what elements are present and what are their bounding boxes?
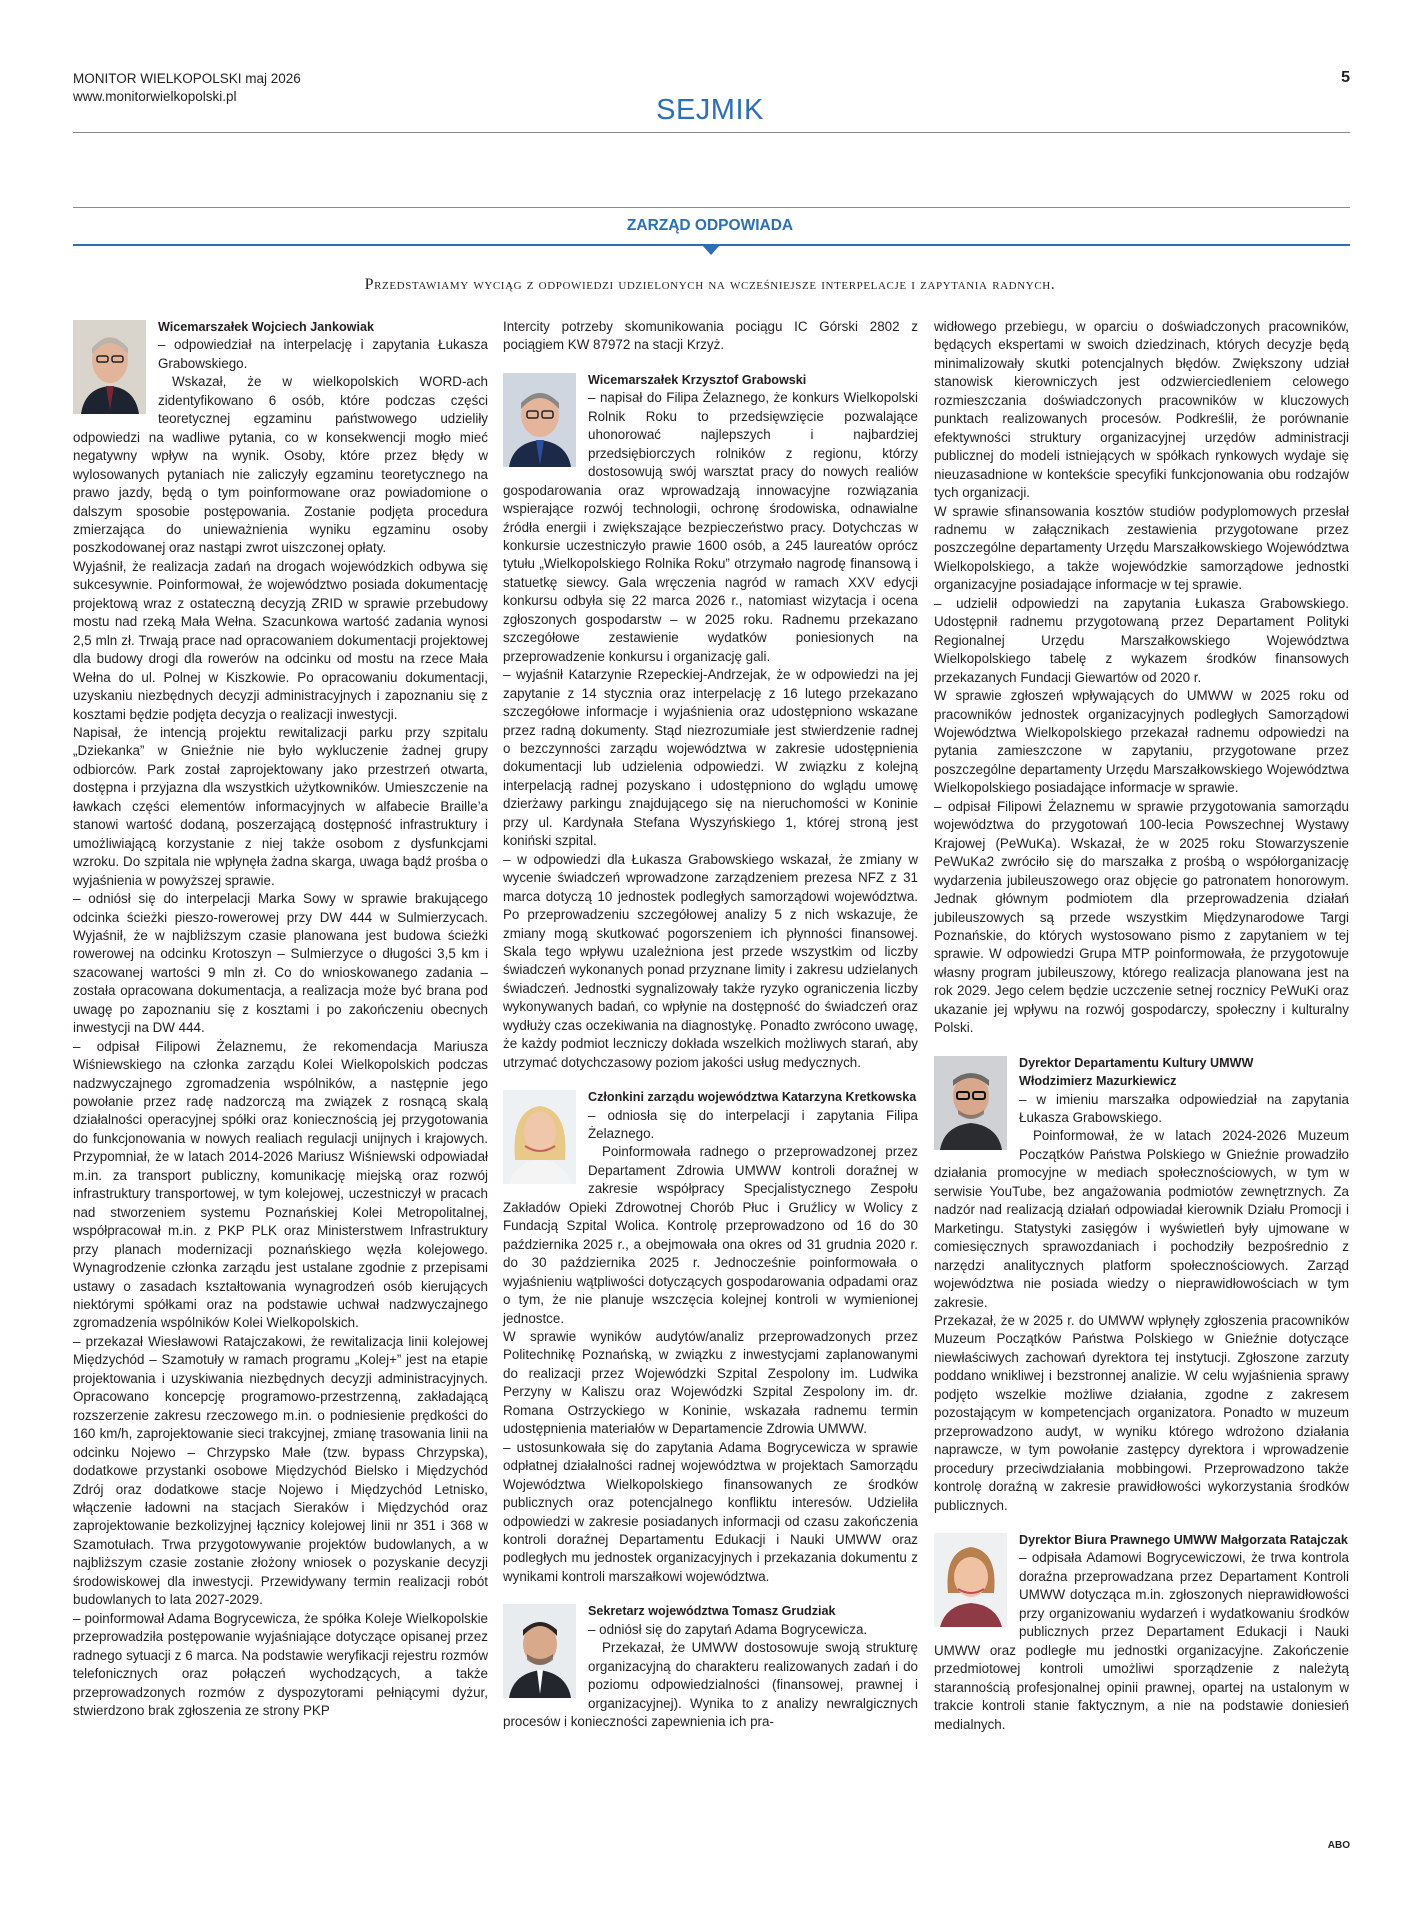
divider-header [73,207,1350,208]
section-title: SEJMIK [656,94,764,126]
paragraph: Intercity potrzeby skomunikowania pociągu IC Górski 2802 z pociągiem KW 87972 na stacji Krzyż. [503,319,918,353]
paragraph: Poinformował, że w latach 2024-2026 Muzeum Początków Państwa Polskiego w Gnieźnie prowadziło działania promocyjne w mediach społecznościowych, w tym w serwisie YouTube, bez angażowania podmiotów zewnętrznych. Za nadzór nad realizacją działań odpowiadał kierownik Działu Promocji i Marketingu. Statystyki zasięgów i wyświetleń były ujmowane w comiesięcznych sprawozdaniach i pochodziły bezpośrednio z narzędzi analitycznych platform społecznościowych. Zarząd województwa nie posiada wiedzy o nieprawidłowościach w tym zakresie. [934,1128,1349,1310]
speaker-name: Sekretarz województwa Tomasz Grudziak [588,1604,836,1619]
spacer [503,355,918,371]
paragraph: – wyjaśnił Katarzynie Rzepeckiej-Andrzejak, że w odpowiedzi na jej zapytanie z 14 stycznia oraz interpelację z 16 lutego przekazano szczegółowe informacje i wyjaśnienia oraz udostępniono wskazane przez radną dokumenty. Stąd niezrozumiałe jest stwierdzenie radnej o bezczynności zarządu województwa w zakresie udostępnienia dokumentacji lub udzielenia odpowiedzi. W związku z kolejną interpelacją radnej pozyskano i udostępniono do wglądu umowę dzierżawy parkingu znajdującego się na nieruchomości w Koninie przy ul. Kardynała Stefana Wyszyńskiego 1, której stroną jest koniński szpital. [503,667,918,849]
divider-top [73,132,1350,133]
author-signature: ABO [1327,1840,1350,1851]
paragraph: – odpisał Filipowi Żelaznemu w sprawie przygotowania samorządu województwa do przygotowań 100-lecia Powszechnej Wystawy Krajowej (PeWuKa). Wskazał, że w 2025 roku Stowarzyszenie PeWuKa2 zwróciło się do marszałka z prośbą o współorganizację wydarzenia jubileuszowego oraz objęcie go patronatem honorowym. Jednak głównym podmiotem dla przeprowadzenia działań jubileuszowych są przede wszystkim Międzynarodowe Targi Poznańskie, do których wystosowano pismo z zapytaniem w tej sprawie. W odpowiedzi Grupa MTP poinformowała, że przygotowuje własny program jubileuszowy, którego realizacja planowana jest na rok 2029. Jego celem będzie uczczenie setnej rocznicy PeWuKi oraz ukazanie jej wpływu na rozwój gospodarczy, społeczny i kulturalny Polski. [934,798,1349,1036]
page-number: 5 [1341,69,1350,86]
paragraph: – ustosunkowała się do zapytania Adama Bogrycewicza w sprawie odpłatnej działalności radnej województwa w projektach Samorządu Województwa Wielkopolskiego finansowanych ze środków publicznych oraz potencjalnego konfliktu interesów. Udzieliła odpowiedzi w zakresie posiadanych informacji od czasu zakończenia kontroli doraźnej Departamentu Edukacji i Nauki UMWW oraz podległych mu jednostek organizacyjnych i przekazania dokumentu z wynikami kontroli marszałkowi województwa. [503,1439,918,1584]
portrait-grudziak [503,1604,576,1698]
paragraph: – przekazał Wiesławowi Ratajczakowi, że rewitalizacja linii kolejowej Międzychód – Szamotuły w ramach programu „Kolej+” jest na etapie projektowania i uzyskiwania niezbędnych decyzji administracyjnych. Opracowano koncepcję programowo-przestrzenną, zakładającą rozszerzenie zakresu rzeczowego m.in. o podniesienie prędkości do 160 km/h, zaprojektowanie sieci trakcyjnej, zmianę trasowania linii na odcinku Nojewo – Chrzypsko Małe (tzw. bypass Chrzypska), dodatkowe przystanki osobowe Międzychód Bielsko i Międzychód Zdrój oraz dodatkowe stacje Nojewo i Międzychód Letnisko, włączenie ładowni na stacjach Sieraków i Międzychód oraz zaprojektowanie bezkolizyjnej łącznicy kolejowej linii nr 351 i 368 w Szamotułach. Trwa przygotowywanie projektów budowlanych, a w najbliższym czasie zostanie złożony wniosek o pozyskanie decyzji środowiskowej dla inwestycji. Przewidywany termin realizacji robót budowlanych to lata 2027-2029. [73,1333,488,1608]
paragraph: Napisał, że intencją projektu rewitalizacji parku przy szpitalu „Dziekanka” w Gnieźnie nie było wykluczenie żadnej grupy odbiorców. Park został zaprojektowany jako przestrzeń otwarta, dostępna i przyjazna dla wszystkich użytkowników. Umieszczenie na ławkach części elementów informacyjnych w alfabecie Braille’a stanowi wartość dodaną, poszerzającą dostępność infrastruktury i umożliwiającą korzystanie z niej także osobom z dysfunkcjami wzroku. Do szpitala nie wpłynęła żadna skarga, uwaga bądź prośba o wyjaśnienia w powyższej sprawie. [73,724,488,888]
spacer [503,1072,918,1088]
speaker-name: Wicemarszałek Krzysztof Grabowski [588,372,807,387]
spacer [503,1586,918,1602]
paragraph: – odniosła się do interpelacji i zapytania Filipa Żelaznego. [588,1107,918,1142]
paragraph: – odniósł się do interpelacji Marka Sowy w sprawie brakującego odcinka ścieżki pieszo-rowerowej przy DW 444 w Sulmierzycach. Wyjaśnił, że w najbliższym czasie planowana jest budowa ścieżki rowerowej na odcinku Krotoszyn – Sulmierzyce o długości 3,5 km i szacowanej wartości 9 mln zł. Co do wnioskowanego zadania – została opracowana dokumentacja, a realizacja może być brana pod uwagę po zapoznaniu się z kosztami i po zakończeniu obecnych inwestycji na DW 444. [73,891,488,1036]
paragraph: – odpisała Adamowi Bogrycewiczowi, że trwa kontrola doraźna przeprowadzana przez Departament Kontroli UMWW dotycząca m.in. zgłoszonych nieprawidłowości przy organizowaniu wydarzeń i wydatkowaniu środków publicznych przez Departament Edukacji i Nauki UMWW oraz podległe mu jednostki organizacyjne. Zakończenie przedmiotowej kontroli umożliwi sporządzenie z należytą starannością profesjonalnej opinii prawnej, opartej na ustalonym w trakcie kontroli stanie faktycznym, a nie na podstawie doniesień medialnych. [934,1550,1349,1732]
article-lead: Przedstawiamy wyciąg z odpowiedzi udzielonych na wcześniejsze interpelacje i zapytania radnych. [364,276,1056,293]
paragraph: Wskazał, że w wielkopolskich WORD-ach zidentyfikowano 6 osób, które podczas części teoretycznej egzaminu państwowego udzieliły odpowiedzi na wadliwe pytania, co w konsekwencji mogło mieć negatywny wpływ na wynik. Osoby, które przez błędy w wylosowanych pytaniach nie zaliczyły egzaminu teoretycznego na prawo jazdy, będą o tym poinformowane oraz powiadomione o dalszym sposobie postępowania. Zostanie podjęta procedura zmierzająca do unieważnienia wyniku egzaminu osoby poszkodowanej oraz nastąpi zwrot uiszczonej opłaty. [73,374,488,556]
spacer [934,1515,1349,1531]
paragraph: – odniósł się do zapytań Adama Bogrycewicza. [588,1621,868,1637]
portrait-jankowiak [73,320,146,414]
spacer [934,1038,1349,1054]
speaker-title: Dyrektor Departamentu Kultury UMWW [1019,1055,1254,1070]
paragraph: – odpisał Filipowi Żelaznemu, że rekomendacja Mariusza Wiśniewskiego na członka zarządu Kolei Wielkopolskich podczas nadzwyczajnego zgromadzenia wspólników, a następnie jego powołanie przez radę nadzorczą ma związek z rosnącą skalą działalności operacyjnej spółki oraz koniecznością jej przygotowania do funkcjonowania w nowych realiach regulacji unijnych i krajowych. Przypomniał, że w latach 2014-2026 Mariusz Wiśniewski odpowiadał m.in. za transport publiczny, komunikację miejską oraz rozwój infrastruktury transportowej, w tym kolejowej, uczestniczył w pracach nad stworzeniem systemu Poznańskiej Kolei Metropolitalnej, współpracował m.in. z PKP PLK oraz Ministerstwem Infrastruktury przy planach modernizacji poznańskiego węzła kolejowego. Wynagrodzenie członka zarządu jest ustalane zgodnie z przepisami ustawy o zasadach kształtowania wynagrodzeń osób kierujących niektórymi spółkami oraz na podstawie uchwał nadzwyczajnego zgromadzenia wspólników Kolei Wielkopolskich. [73,1038,488,1331]
paragraph: Przekazał, że UMWW dostosowuje swoją strukturę organizacyjną do charakteru realizowanych zadań i do poziomu odpowiedzialności (finansowej, prawnej i organizacyjnej). Wynika to z analizy newralgicznych procesów i konieczności zapewnienia ich pra- [503,1640,918,1730]
portrait-mazurkiewicz [934,1056,1007,1150]
speaker-name: Włodzimierz Mazurkiewicz [1019,1074,1177,1089]
speaker-name: Członkini zarządu województwa Katarzyna Kretkowska [588,1090,917,1105]
publication-name: MONITOR WIELKOPOLSKI maj 2026 [73,71,301,86]
portrait-ratajczak [934,1533,1007,1627]
speaker-name: Dyrektor Biura Prawnego UMWW Małgorzata Ratajczak [1019,1533,1348,1547]
portrait-kretkowska [503,1090,576,1184]
portrait-grabowski [503,373,576,467]
paragraph: W sprawie wyników audytów/analiz przeprowadzonych przez Politechnikę Poznańską, w związku z inwestycjami zaplanowanymi do realizacji przez Wojewódzki Szpital Zespolony im. Ludwika Perzyny w Kaliszu oraz Wojewódzki Szpital Zespolony im. dr. Romana Ostrzyckiego w Koninie, wskazała radnemu termin udostępnienia materiałów w Departamencie Zdrowia UMWW. [503,1329,918,1437]
paragraph: – w odpowiedzi dla Łukasza Grabowskiego wskazał, że zmiany w wycenie świadczeń wprowadzone zarządzeniem prezesa NFZ z 31 marca dotyczą 10 jednostek podległych samorządowi województwa. Po przeprowadzeniu szczegółowej analizy 5 z nich wskazuje, że zmiany mogą skutkować pogorszeniem ich płynności finansowej. Skala tego wpływu uzależniona jest przede wszystkim od liczby świadczeń wykonanych ponad przyznane limity i zakresu udzielanych świadczeń. Jednostki sygnalizowały także ryzyko ograniczenia liczby wykonywanych badań, co wpłynie na dostępność do świadczeń oraz wydłuży czas oczekiwania na diagnostykę. Ponadto zwrócono uwagę, że każdy podmiot leczniczy dokłada wszelkich możliwych starań, aby utrzymać dotychczasowy poziom jakości usług medycznych. [503,851,918,1070]
paragraph: – w imieniu marszałka odpowiedział na zapytania Łukasza Grabowskiego. [1019,1091,1349,1126]
paragraph: widłowego przebiegu, w oparciu o doświadczonych pracowników, będących ekspertami w swoich dziedzinach, których decyzje będą minimalizowały skutki potencjalnych błędów. Zwiększony udział stanowisk kierowniczych jest odzwierciedleniem celowego rozmieszczania doświadczonych pracowników w kluczowych punktach realizowanych procesów. Podkreślił, że porównanie efektywności struktury organizacyjnej urzędów administracji publicznej do modeli istniejących w spółkach rynkowych wydaje się nieuzasadnione w kontekście specyfiki funkcjonowania obu rodzajów tych organizacji. [934,319,1349,501]
paragraph: – napisał do Filipa Żelaznego, że konkurs Wielkopolski Rolnik Roku to przedsięwzięcie pozwalające uhonorować najlepszych i najbardziej przedsiębiorczych rolników z regionu, którzy dostosowują swój warsztat pracy do nowych realiów gospodarowania oraz wprowadzają innowacyjne rozwiązania wspierające rozwój technologii, ochronę środowiska, odnawialne źródła energii i zwiększające bezpieczeństwo pracy. Dotychczas w konkursie uczestniczyło prawie 1600 osób, a 245 laureatów oprócz tytułu „Wielkopolskiego Rolnika Roku” otrzymało nagrodę finansową i statuetkę siewcy. Gala wręczenia nagród w ramach XXV edycji konkursu odbyła się 22 marca 2026 r., natomiast wizytacja i ocena zgłoszonych gospodarstw – w 2025 roku. Radnemu przekazano szczegółowe zestawienie wydatków poniesionych na przeprowadzenie konkursu i organizację gali. [503,390,918,664]
paragraph: – odpowiedział na interpelację i zapytania Łukasza Grabowskiego. [158,337,488,371]
paragraph: – poinformował Adama Bogrycewicza, że spółka Koleje Wielkopolskie przeprowadziła postępowanie wyjaśniające dotyczące opisanej przez radnego sytuacji z 6 marca. Na podstawie weryfikacji rejestru rozmów telefonicznych oraz połączeń wychodzących, a także przeprowadzonych rozmów z dyspozytorami pełniącymi dyżur, stwierdzono brak zgłoszenia ze strony PKP [73,1610,488,1718]
paragraph: Przekazał, że w 2025 r. do UMWW wpłynęły zgłoszenia pracowników Muzeum Początków Państwa Polskiego w Gnieźnie dotyczące niewłaściwych zachowań dyrektora tej instytucji. Zgłoszone zarzuty poddano wnikliwej i bezstronnej analizie. W celu wyjaśnienia sprawy podjęto wszelkie możliwe działania, zgodne z zakresem pozostającym w kompetencjach organizatora. Ponadto w muzeum przeprowadzono audyt, w wyniku którego wdrożono działania naprawcze, w tym powołanie zastępcy dyrektora i wprowadzenie procedury przeciwdziałania mobbingowi. Przeprowadzono także kontrolę doraźną w zakresie prawidłowości wykorzystania środków publicznych. [934,1313,1349,1513]
paragraph: W sprawie zgłoszeń wpływających do UMWW w 2025 roku od pracowników jednostek organizacyjnych podległych Samorządowi Województwa Wielkopolskiego przekazał radnemu odpowiedzi na pytania zamieszczone w zapytaniu, przygotowane przez poszczególne departamenty Urzędu Marszałkowskiego Województwa Wielkopolskiego posiadające informacje w sprawie. [934,688,1349,796]
header-pointer-icon [702,245,720,255]
article-header: ZARZĄD ODPOWIADA [626,217,794,234]
column-2 [503,318,918,1732]
paragraph: – udzielił odpowiedzi na zapytania Łukasza Grabowskiego. Udostępnił radnemu przygotowaną przez Departament Polityki Regionalnej Urzędu Marszałkowskiego Województwa Wielkopolskiego tabelę z wykazem środków finansowych przekazanych Fundacji Giewartów od 2020 r. [934,595,1349,685]
speaker-name: Wicemarszałek Wojciech Jankowiak [158,320,374,334]
paragraph: Poinformowała radnego o przeprowadzonej przez Departament Zdrowia UMWW kontroli doraźnej w zakresie współpracy Specjalistycznego Zespołu Zakładów Opieki Zdrowotnej Chorób Płuc i Gruźlicy w Wolicy z Fundacją Szpital Wolica. Kontrolę przeprowadzono od 16 do 30 października 2025 r., a obejmowała ona okres od 31 grudnia 2020 r. do 30 października 2025 r. Jednocześnie poinformowała o wyjaśnieniu wątpliwości dotyczących gospodarowania odpadami oraz o tym, że nie planuje wszczęcia kolejnej kontroli w wymienionej jednostce. [503,1144,918,1326]
column-3 [934,318,1349,1734]
column-1 [73,318,488,1720]
paragraph: W sprawie sfinansowania kosztów studiów podyplomowych przesłał radnemu w załącznikach zestawienia przygotowane przez poszczególne departamenty Urzędu Marszałkowskiego Województwa Wielkopolskiego, a także wojewódzkie samorządowe jednostki organizacyjne posiadające informacje w tej sprawie. [934,503,1349,593]
paragraph: Wyjaśnił, że realizacja zadań na drogach wojewódzkich odbywa się sukcesywnie. Poinformował, że województwo posiada dokumentację projektową wraz z ostateczną decyzją ZRID w sprawie przebudowy mostu nad rzeką Mała Wełna. Szacunkowa wartość zadania wynosi 2,5 mln zł. Trwają prace nad opracowaniem dokumentacji projektowej dla budowy drogi dla rowerów na odcinku od mostu na rzece Mała Wełna do ul. Polnej w Kiszkowie. Po opracowaniu dokumentacji, uzyskaniu niezbędnych decyzji administracyjnych i zapoznaniu się z kosztami będzie podjęta decyzja o realizacji inwestycji. [73,558,488,722]
website-link[interactable]: www.monitorwielkopolski.pl [73,89,237,104]
